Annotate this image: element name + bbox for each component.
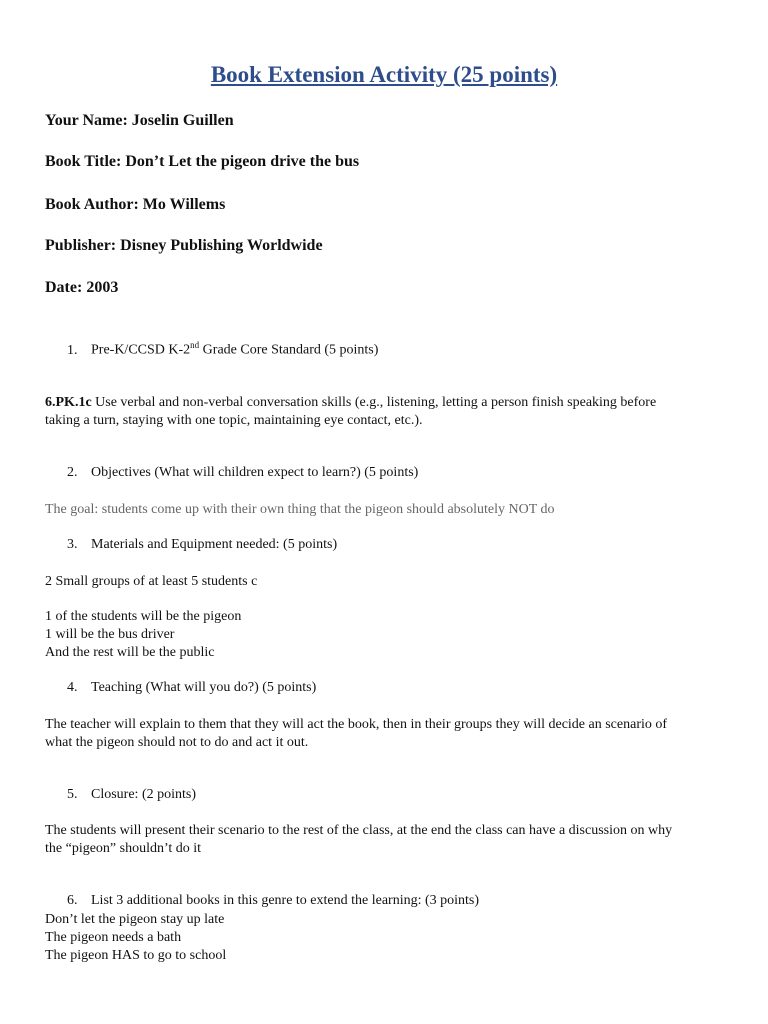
section-number: 3. — [67, 537, 78, 552]
publisher-field: Publisher: Disney Publishing Worldwide — [45, 237, 323, 254]
materials-line: And the rest will be the public — [45, 645, 215, 660]
heading-text: Teaching (What will you do?) (5 points) — [91, 680, 317, 695]
heading-text: Closure: (2 points) — [91, 787, 196, 802]
section-number: 4. — [67, 680, 78, 695]
section-3-heading — [67, 537, 337, 553]
heading-prefix: Pre-K/CCSD K-2 — [91, 342, 191, 358]
page-title: Book Extension Activity (25 points) — [210, 62, 558, 87]
standard-paragraph — [45, 394, 656, 430]
heading-superscript: nd — [190, 340, 200, 350]
section-number: 5. — [67, 787, 78, 802]
closure-line: The students will present their scenario to the rest of the class, at the end the class can have a discussion on why — [45, 823, 673, 838]
objective-text: The goal: students come up with their own thing that the pigeon should absolutely NOT do — [45, 502, 555, 517]
materials-line: 1 of the students will be the pigeon — [45, 609, 242, 624]
closure-paragraph — [45, 822, 672, 858]
section-2-heading — [67, 465, 418, 481]
book-list — [45, 911, 226, 965]
heading-text: Objectives (What will children expect to learn?) (5 points) — [91, 465, 419, 480]
teaching-paragraph — [45, 716, 667, 752]
list-item: The pigeon HAS to go to school — [45, 948, 227, 963]
standard-code: 6.PK.1c — [45, 395, 92, 410]
heading-text: Materials and Equipment needed: (5 points) — [91, 537, 338, 552]
section-4-heading — [67, 680, 316, 696]
list-item: The pigeon needs a bath — [45, 930, 182, 945]
student-name-field: Your Name: Joselin Guillen — [45, 112, 234, 129]
closure-line: the “pigeon” shouldn’t do it — [45, 841, 202, 856]
heading-suffix: Grade Core Standard (5 points) — [199, 342, 379, 358]
materials-line: 1 will be the bus driver — [45, 627, 175, 642]
heading-text: List 3 additional books in this genre to extend the learning: (3 points) — [91, 893, 480, 908]
materials-list — [45, 608, 241, 662]
book-title-field: Book Title: Don’t Let the pigeon drive the bus — [45, 153, 360, 170]
list-item: Don’t let the pigeon stay up late — [45, 912, 225, 927]
standard-text-line: Use verbal and non-verbal conversation skills (e.g., listening, letting a person finish speaking before — [91, 395, 657, 410]
standard-text-line: taking a turn, staying with one topic, maintaining eye contact, etc.). — [45, 413, 423, 428]
section-5-heading — [67, 787, 196, 803]
teaching-line: The teacher will explain to them that they will act the book, then in their groups they will decide an scenario of — [45, 717, 668, 732]
section-1-heading — [67, 340, 378, 359]
section-6-heading — [67, 893, 479, 909]
section-number: 6. — [67, 893, 78, 908]
book-author-field: Book Author: Mo Willems — [45, 196, 226, 213]
section-number: 2. — [67, 465, 78, 480]
materials-line: 2 Small groups of at least 5 students c — [45, 574, 258, 589]
teaching-line: what the pigeon should not to do and act it out. — [45, 735, 309, 750]
date-field: Date: 2003 — [45, 279, 119, 296]
section-number: 1. — [67, 342, 78, 358]
